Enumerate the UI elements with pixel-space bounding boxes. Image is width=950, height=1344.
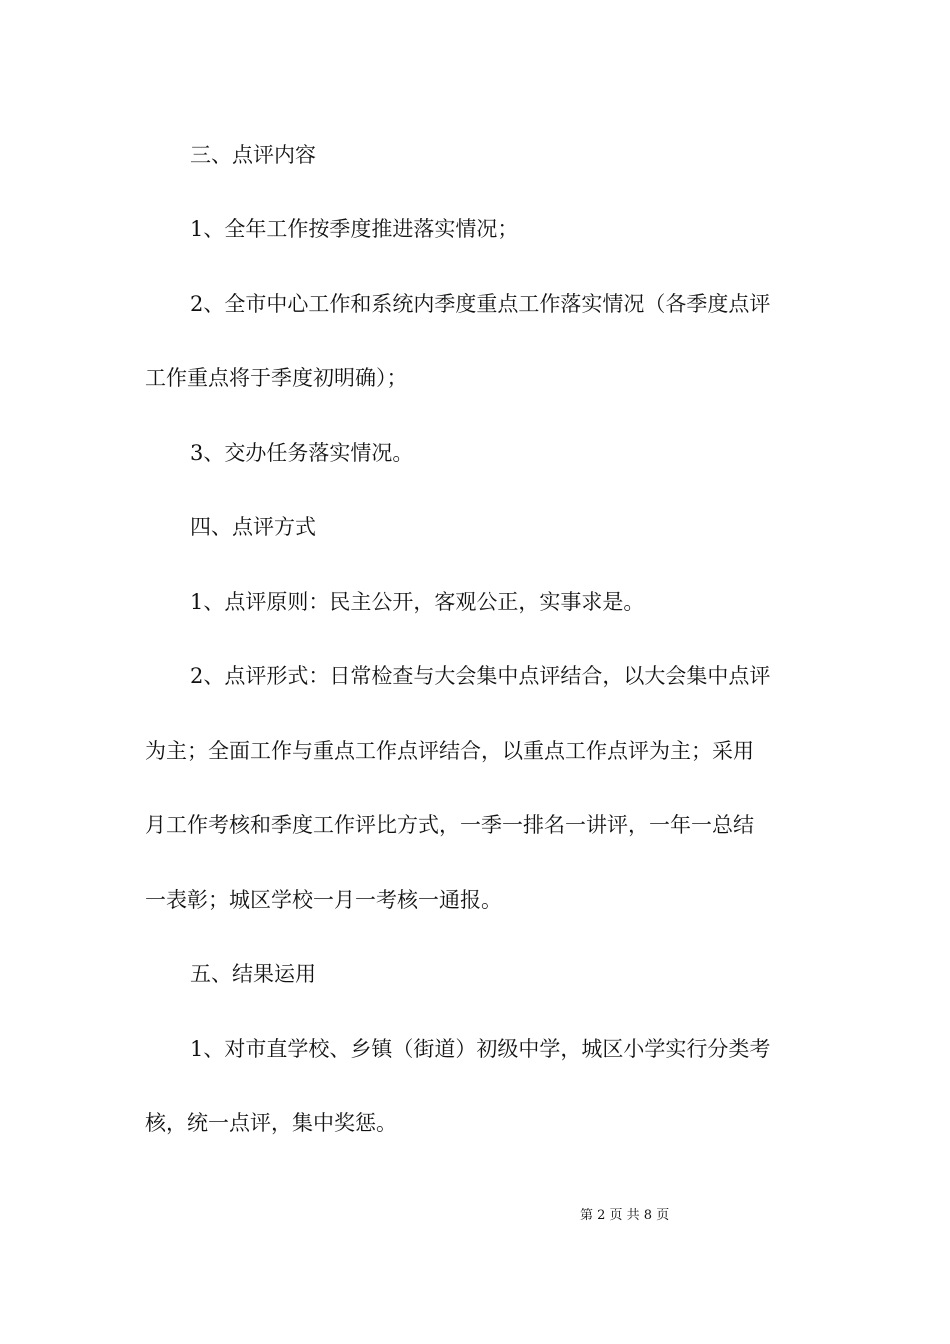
paragraph-line: 1、对市直学校、乡镇（街道）初级中学，城区小学实行分类考 bbox=[190, 1037, 771, 1061]
page-number-footer: 第 2 页 共 8 页 bbox=[580, 1208, 670, 1223]
paragraph-line: 为主；全面工作与重点工作点评结合，以重点工作点评为主；采用 bbox=[145, 739, 754, 763]
paragraph-line: 2、点评形式：日常检查与大会集中点评结合，以大会集中点评 bbox=[190, 664, 771, 688]
section-heading-4: 四、点评方式 bbox=[190, 515, 316, 539]
paragraph-line: 月工作考核和季度工作评比方式，一季一排名一讲评，一年一总结 bbox=[145, 813, 754, 837]
section-heading-3: 三、点评内容 bbox=[190, 143, 316, 167]
paragraph-line: 一表彰；城区学校一月一考核一通报。 bbox=[145, 888, 502, 912]
paragraph-line: 核，统一点评，集中奖惩。 bbox=[145, 1111, 397, 1135]
paragraph-line: 2、全市中心工作和系统内季度重点工作落实情况（各季度点评 bbox=[190, 292, 771, 316]
paragraph-line: 3、交办任务落实情况。 bbox=[190, 441, 414, 465]
paragraph-line: 1、全年工作按季度推进落实情况； bbox=[190, 217, 519, 241]
paragraph-line: 工作重点将于季度初明确）； bbox=[145, 366, 408, 390]
paragraph-line: 1、点评原则：民主公开，客观公正，实事求是。 bbox=[190, 590, 645, 614]
section-heading-5: 五、结果运用 bbox=[190, 962, 316, 986]
